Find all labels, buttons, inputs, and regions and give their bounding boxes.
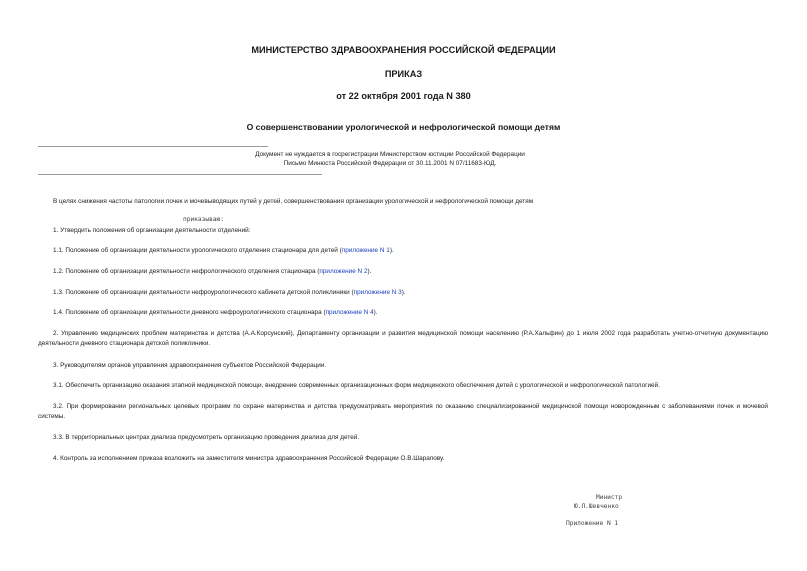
appendix-3-link[interactable]: приложение N 3 (353, 289, 402, 296)
signature-position: Министр (596, 494, 623, 501)
appendix-1-link[interactable]: приложение N 1 (341, 247, 390, 254)
paragraph-3-2: 3.2. При формировании региональных целевых программ по охране материнства и детства предусматривать мероприятия по оказанию специализированной медицинской помощи новорожденным с заболеваниями почек и мочевой системы. (38, 403, 768, 420)
order-word: приказываю: (183, 216, 224, 223)
paragraph-3-3: 3.3. В территориальных центрах диализа предусмотреть организацию проведения диализа для детей. (53, 434, 360, 441)
doc-title: О совершенствовании урологической и нефрологической помощи детям (246, 122, 561, 132)
paragraph-1-3: 1.3. Положение об организации деятельности нефроурологического кабинета детской поликлиники (приложение N 3). (53, 289, 406, 296)
signature-name: Ю.Л.Шевченко (574, 503, 619, 510)
preamble: В целях снижения частоты патологии почек и мочевыводящих путей у детей, совершенствования организации урологической и нефрологической помощи детям (53, 198, 534, 205)
appendix-4-link[interactable]: приложение N 4 (325, 309, 374, 316)
registration-note-line2: Письмо Минюста Российской Федерации от 30.11.2001 N 07/11683-ЮД. (283, 160, 497, 167)
paragraph-2: 2. Управлению медицинских проблем материнства и детства (А.А.Корсунский), Департаменту организации и развития медицинской помощи населению (Р.А.Хальфин) до 1 июля 2002 года разработать учетно-отчетную документацию деятельности дневного стационара детской поликлиники. (38, 330, 768, 347)
paragraph-4: 4. Контроль за исполнением приказа возложить на заместителя министра здравоохранения Российской Федерации О.В.Шарапову. (53, 455, 445, 462)
registration-note-line1: Документ не нуждается в госрегистрации Министерством юстиции Российской Федерации (255, 151, 525, 158)
divider-top (38, 146, 268, 147)
paragraph-1: 1. Утвердить положения об организации деятельности отделений: (53, 227, 251, 234)
paragraph-1-1: 1.1. Положение об организации деятельности урологического отделения стационара для детей (приложение N 1). (53, 247, 394, 254)
divider-bottom (38, 174, 322, 175)
paragraph-1-4: 1.4. Положение об организации деятельности дневного нефроурологического стационара (приложение N 4). (53, 309, 378, 316)
doc-date: от 22 октября 2001 года N 380 (336, 91, 471, 101)
doc-type-heading: ПРИКАЗ (384, 69, 423, 79)
appendix-label: Приложение N 1 (566, 520, 619, 527)
paragraph-3-1: 3.1. Обеспечить организацию оказания этапной медицинской помощи, внедрение современных организационных форм медицинского обеспечения детей с урологической и нефрологической патологией. (53, 382, 660, 389)
registration-note (180, 150, 600, 168)
paragraph-3: 3. Руководителям органов управления здравоохранения субъектов Российской Федерации. (53, 362, 327, 369)
ministry-heading: МИНИСТЕРСТВО ЗДРАВООХРАНЕНИЯ РОССИЙСКОЙ ФЕДЕРАЦИИ (251, 45, 556, 55)
appendix-2-link[interactable]: приложение N 2 (319, 268, 368, 275)
paragraph-1-2: 1.2. Положение об организации деятельности нефрологического отделения стационара (приложение N 2). (53, 268, 372, 275)
